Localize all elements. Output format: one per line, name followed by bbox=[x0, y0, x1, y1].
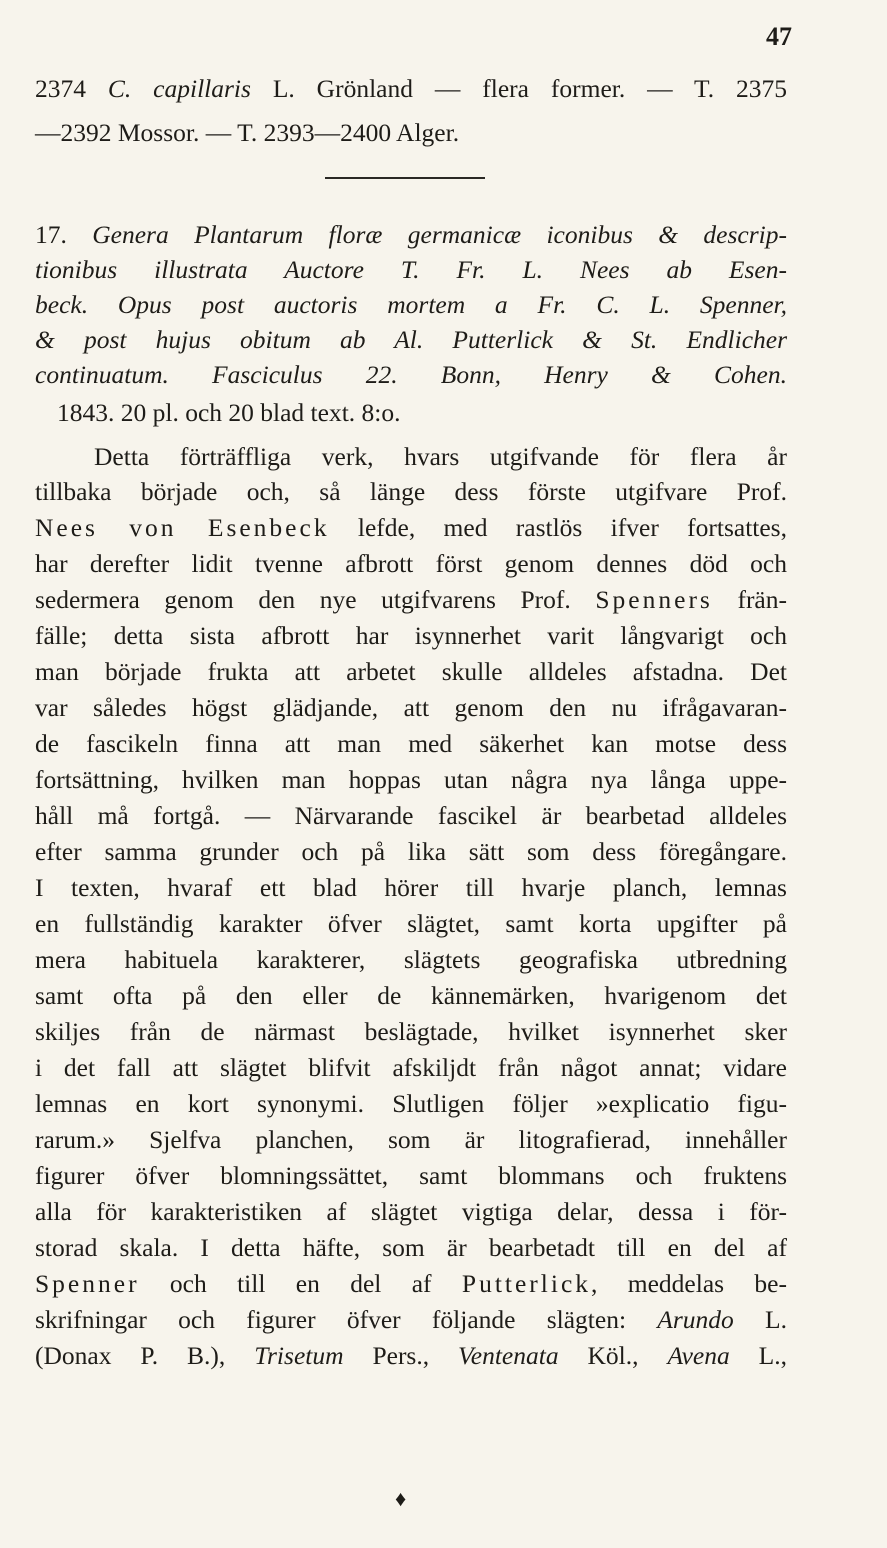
header-line-1: 2374 C. capillaris L. Grönland — flera former. — T. 2375 bbox=[35, 74, 787, 103]
body-line-20: rarum.» Sjelfva planchen, som är litografierad, innehåller bbox=[35, 1125, 787, 1154]
printer-mark-icon: ♦ bbox=[395, 1486, 407, 1511]
body-line-21: figurer öfver blomningssättet, samt blommans och fruktens bbox=[35, 1161, 787, 1190]
author-name: Nees von Esenbeck bbox=[35, 513, 330, 542]
author-name: Putterlick bbox=[461, 1269, 592, 1298]
body-line-17: skiljes från de närmast beslägtade, hvilket isynnerhet sker bbox=[35, 1017, 787, 1046]
body-line-13: I texten, hvaraf ett blad hörer till hvarje planch, lemnas bbox=[35, 873, 787, 902]
body-line-2: tillbaka började och, så länge dess förste utgifvare Prof. bbox=[35, 477, 787, 506]
entry-number: 17. bbox=[35, 220, 93, 249]
body-line-4: har derefter lidit tvenne afbrott först genom dennes död och bbox=[35, 549, 787, 578]
body-line-5: sedermera genom den nye utgifvarens Prof. Spenners frän- bbox=[35, 585, 787, 614]
genus-name: Trisetum bbox=[254, 1341, 344, 1370]
page-number: 47 bbox=[766, 22, 792, 51]
entry-title-line-2: tionibus illustrata Auctore T. Fr. L. Nees ab Esen- bbox=[35, 255, 787, 284]
body-line-8: var således högst glädjande, att genom den nu ifrågavaran- bbox=[35, 693, 787, 722]
entry-title-line-1: 17. Genera Plantarum floræ germanicæ iconibus & descrip- bbox=[35, 220, 787, 249]
body-line-10: fortsättning, hvilken man hoppas utan några nya långa uppe- bbox=[35, 765, 787, 794]
body-line-11: håll må fortgå. — Närvarande fascikel är bearbetad alldeles bbox=[35, 801, 787, 830]
body-line-22: alla för karakteristiken af slägtet vigtiga delar, dessa i för- bbox=[35, 1197, 787, 1226]
entry-title-line-5: continuatum. Fasciculus 22. Bonn, Henry & Cohen. bbox=[35, 360, 787, 389]
species-name: C. capillaris bbox=[107, 74, 251, 103]
body-line-18: i det fall att slägtet blifvit afskiljdt från något annat; vidare bbox=[35, 1053, 787, 1082]
entry-imprint: 1843. 20 pl. och 20 blad text. 8:o. bbox=[57, 398, 401, 427]
genus-name: Ventenata bbox=[458, 1341, 559, 1370]
body-line-15: mera habituela karakterer, slägtets geografiska utbredning bbox=[35, 945, 787, 974]
body-line-19: lemnas en kort synonymi. Slutligen följer »explicatio figu- bbox=[35, 1089, 787, 1118]
body-line-23: storad skala. I detta häfte, som är bearbetadt till en del af bbox=[35, 1233, 787, 1262]
section-divider bbox=[325, 177, 485, 179]
author-name: Spenners bbox=[595, 585, 713, 614]
body-line-12: efter samma grunder och på lika sätt som dess föregångare. bbox=[35, 837, 787, 866]
body-line-6: fälle; detta sista afbrott har isynnerhet varit långvarigt och bbox=[35, 621, 787, 650]
genus-name: Arundo bbox=[657, 1305, 734, 1334]
body-line-1: Detta förträffliga verk, hvars utgifvande för flera år bbox=[94, 442, 787, 471]
genus-name: Avena bbox=[667, 1341, 730, 1370]
body-line-9: de fascikeln finna att man med säkerhet kan motse dess bbox=[35, 729, 787, 758]
body-line-26: (Donax P. B.), Trisetum Pers., Ventenata Köl., Avena L., bbox=[35, 1341, 787, 1370]
header-line-2: —2392 Mossor. — T. 2393—2400 Alger. bbox=[35, 118, 460, 147]
body-line-14: en fullständig karakter öfver slägtet, samt korta upgifter på bbox=[35, 909, 787, 938]
body-line-7: man började frukta att arbetet skulle alldeles afstadna. Det bbox=[35, 657, 787, 686]
body-line-16: samt ofta på den eller de kännemärken, hvarigenom det bbox=[35, 981, 787, 1010]
body-line-24: Spenner och till en del af Putterlick, meddelas be- bbox=[35, 1269, 787, 1298]
entry-title-line-3: beck. Opus post auctoris mortem a Fr. C. L. Spenner, bbox=[35, 290, 787, 319]
entry-title-line-4: & post hujus obitum ab Al. Putterlick & St. Endlicher bbox=[35, 325, 787, 354]
author-name: Spenner bbox=[35, 1269, 140, 1298]
body-line-3: Nees von Esenbeck lefde, med rastlös ifver fortsattes, bbox=[35, 513, 787, 542]
body-line-25: skrifningar och figurer öfver följande slägten: Arundo L. bbox=[35, 1305, 788, 1334]
